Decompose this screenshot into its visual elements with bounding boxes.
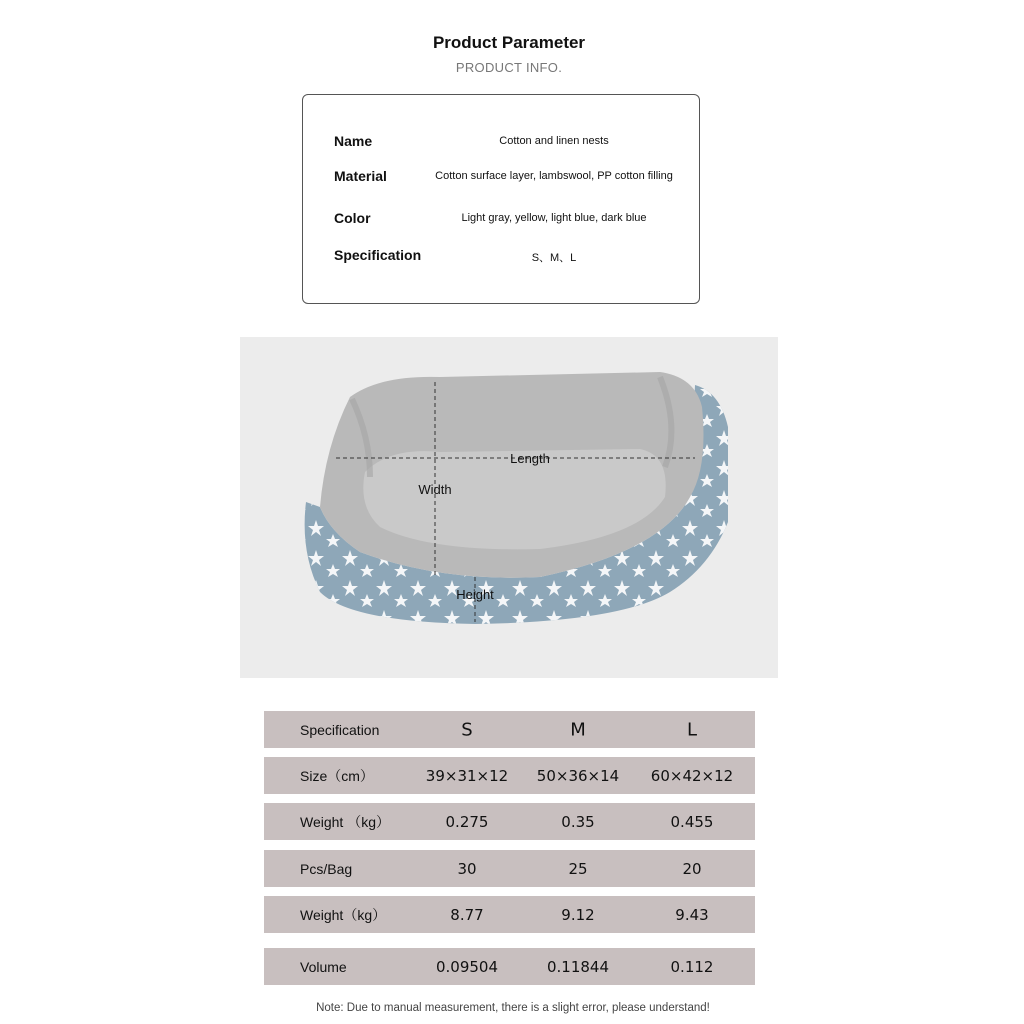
table-row-size: [264, 757, 755, 794]
cell-l: L: [686, 719, 698, 740]
width-label: Width: [418, 482, 452, 497]
cell-l: 0.112: [670, 957, 714, 976]
row-label: Pcs/Bag: [300, 860, 353, 877]
table-row-weight: [264, 803, 755, 840]
row-label: Weight（kg）: [300, 906, 387, 923]
cell-l: 9.43: [675, 905, 709, 924]
pet-bed-illustration: [240, 337, 778, 678]
info-label: Specification: [334, 247, 422, 263]
info-label: Color: [334, 210, 371, 226]
cell-l: 0.455: [670, 812, 714, 831]
info-value: S、M、L: [531, 252, 577, 264]
length-label: Length: [510, 451, 550, 466]
table-row-specification: [264, 711, 755, 748]
info-value: Cotton surface layer, lambswool, PP cotton filling: [435, 170, 673, 182]
cell-m: 25: [568, 859, 588, 878]
cell-m: 9.12: [561, 905, 595, 924]
row-label: Volume: [300, 958, 347, 975]
cell-m: 0.11844: [546, 957, 610, 976]
table-row-volume: [264, 948, 755, 985]
measurement-note: Note: Due to manual measurement, there is a slight error, please understand!: [316, 1002, 710, 1014]
cell-s: 0.09504: [435, 957, 499, 976]
product-info-box: [302, 94, 700, 304]
page-subtitle: PRODUCT INFO.: [455, 60, 563, 75]
cell-s: 0.275: [445, 812, 489, 831]
info-value: Cotton and linen nests: [499, 135, 609, 147]
cell-s: S: [461, 719, 473, 740]
table-row-bag-weight: [264, 896, 755, 933]
cell-s: 8.77: [450, 905, 484, 924]
cell-m: M: [570, 719, 586, 740]
cell-l: 60×42×12: [650, 766, 734, 785]
row-label: Specification: [300, 721, 380, 738]
row-label: Size（cm）: [300, 767, 374, 784]
cell-m: 50×36×14: [536, 766, 620, 785]
cell-m: 0.35: [561, 812, 595, 831]
row-label: Weight （kg）: [300, 813, 390, 830]
height-label: Height: [456, 587, 494, 602]
table-row-pcs-bag: [264, 850, 755, 887]
info-value: Light gray, yellow, light blue, dark blue: [461, 212, 647, 224]
product-photo: [240, 337, 778, 678]
info-label: Material: [334, 168, 387, 184]
cell-s: 39×31×12: [425, 766, 509, 785]
cell-s: 30: [457, 859, 477, 878]
page-title: Product Parameter: [432, 33, 586, 52]
cell-l: 20: [682, 859, 702, 878]
info-label: Name: [334, 133, 373, 149]
